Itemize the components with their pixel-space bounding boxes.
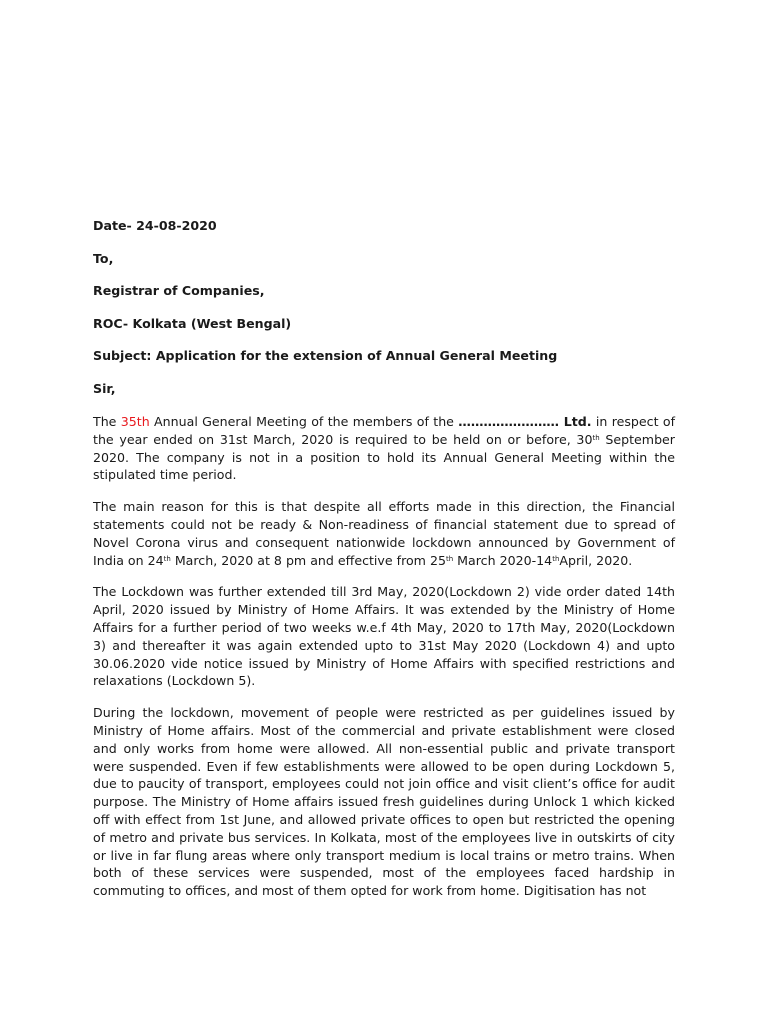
company-name-blank: …………………… Ltd. — [458, 414, 592, 429]
p2-text-b: March, 2020 at 8 pm and effective from 25 — [170, 552, 446, 568]
p2-text-c: March 2020-14 — [453, 552, 553, 568]
p1-sup-1: th — [592, 433, 600, 442]
p2-sup-2: th — [445, 554, 454, 563]
p2-text-a: The main reason for this is that despite all efforts made in this direction, the Financial statements could not be ready & Non-readiness of financial statement due to spread of Novel Corona virus and consequent nationwide lockdown announced by Government of India on 24 — [93, 499, 675, 568]
paragraph-lockdown-impact: During the lockdown, movement of people were restricted as per guidelines issued by Ministry of Home affairs. Most of the commercial and private establishment were closed and only works from home were allowed. All non-essential public and private transport were suspended. Even if few establishments were allowed to be open during Lockdown 5, due to paucity of transport, employees could not join office and visit client’s office for audit purpose. The Ministry of Home affairs issued fresh guidelines during Unlock 1 which kicked off with effect from 1st June, and allowed private offices to open but restricted the opening of metro and private bus services. In Kolkata, most of the employees live in outskirts of city or live in far flung areas where only transport medium is local trains or metro trains. When both of these services were suspended, most of the employees faced hardship in commuting to offices, and most of them opted for work from home. Digitisation has not — [93, 705, 675, 899]
p1-text-c: in respect of the year ended on 31st March, 2020 is required to be held on or before, 30 — [93, 414, 676, 447]
letter-subject: Subject: Application for the extension of Annual General Meeting — [93, 348, 558, 363]
p1-text-b: Annual General Meeting of the members of the — [149, 414, 459, 429]
p1-text-d: September 2020. The company is not in a position to hold its Annual General Meeting within the stipulated time period. — [93, 431, 675, 483]
letter-to: To, — [93, 250, 114, 266]
letter-body — [93, 218, 675, 914]
letter-office: ROC- Kolkata (West Bengal) — [93, 315, 292, 331]
p2-sup-3: th — [552, 554, 560, 563]
letter-salutation: Sir, — [93, 380, 116, 396]
paragraph-agm-notice — [93, 413, 675, 484]
p2-sup-1: th — [163, 554, 171, 563]
letter-addressee: Registrar of Companies, — [93, 283, 265, 298]
paragraph-lockdown-extension: The Lockdown was further extended till 3rd May, 2020(Lockdown 2) vide order dated 14th April, 2020 issued by Ministry of Home Affairs. It was extended by the Ministry of Home Affairs for a further period of two weeks w.e.f 4th May, 2020 to 17th May, 2020(Lockdown 3) and thereafter it was again extended upto to 31st May 2020 (Lockdown 4) and upto 30.06.2020 vide notice issued by Ministry of Home Affairs with specified restrictions and relaxations (Lockdown 5). — [93, 584, 675, 689]
agm-ordinal: 35th — [120, 414, 150, 429]
paragraph-reason — [93, 498, 675, 569]
p2-text-d: April, 2020. — [559, 552, 633, 568]
p1-text-a: The — [93, 414, 121, 429]
letter-date: Date- 24-08-2020 — [93, 218, 217, 233]
